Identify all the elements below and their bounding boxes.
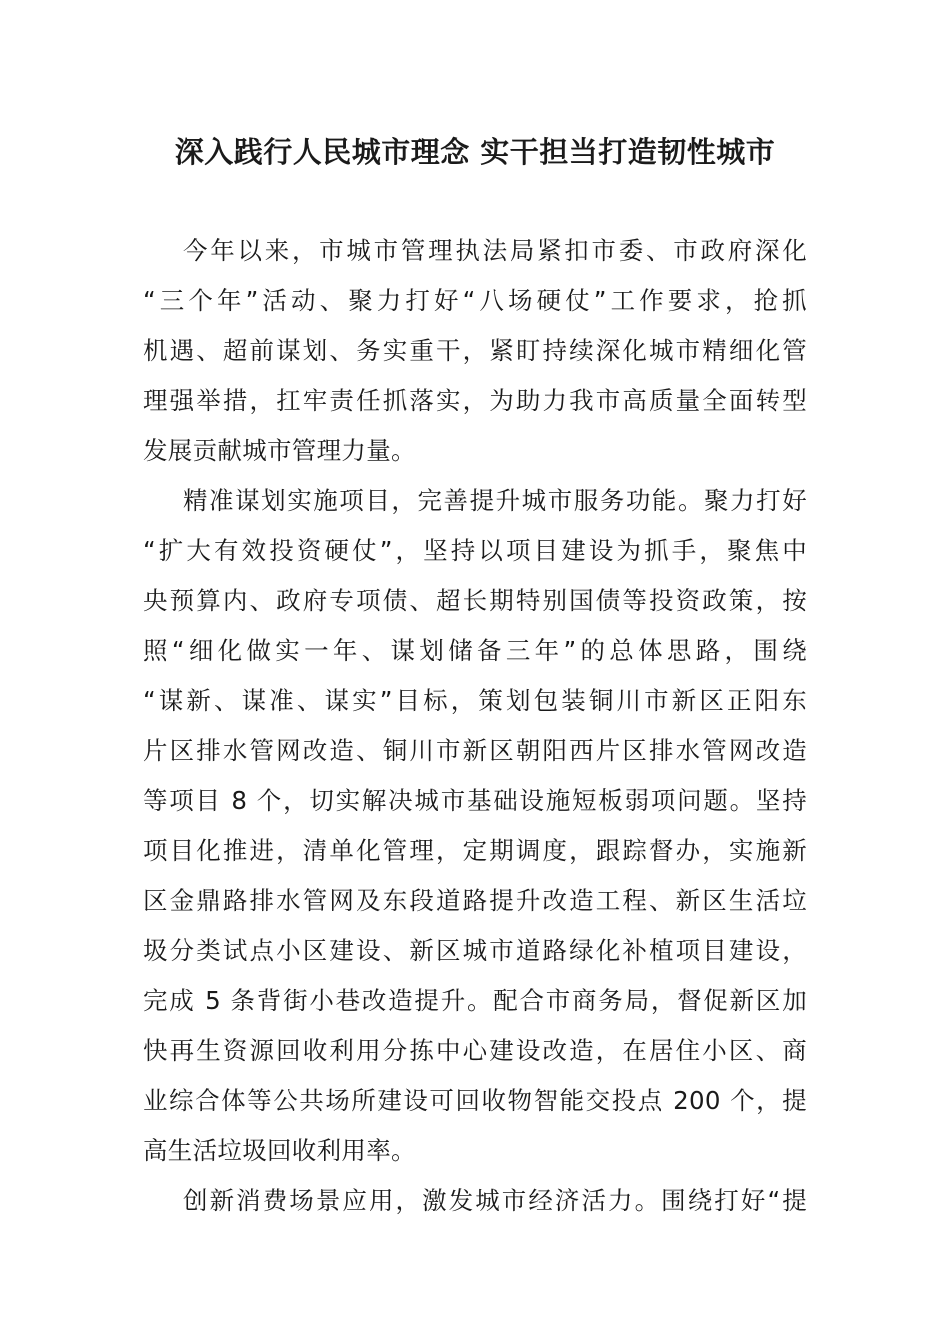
paragraph-1-line-3: 机遇、超前谋划、务实重干，紧盯持续深化城市精细化管 [143,336,807,365]
paragraph-2-line-12: 快再生资源回收利用分拣中心建设改造，在居住小区、商 [143,1036,807,1065]
paragraph-2-line-11: 完成 5 条背街小巷改造提升。配合市商务局，督促新区加 [143,986,807,1015]
paragraph-1-line-4: 理强举措，扛牢责任抓落实，为助力我市高质量全面转型 [143,386,807,415]
paragraph-2-line-13: 业综合体等公共场所建设可回收物智能交投点 200 个，提 [143,1086,807,1115]
paragraph-2-line-8: 项目化推进，清单化管理，定期调度，跟踪督办，实施新 [143,836,807,865]
paragraph-2-line-10: 圾分类试点小区建设、新区城市道路绿化补植项目建设， [143,936,807,965]
paragraph-2-line-7: 等项目 8 个，切实解决城市基础设施短板弱项问题。坚持 [143,786,807,815]
paragraph-2-line-14: 高生活垃圾回收利用率。 [143,1136,416,1165]
paragraph-1-line-5: 发展贡献城市管理力量。 [143,436,416,465]
paragraph-1-line-1: 今年以来，市城市管理执法局紧扣市委、市政府深化 [183,236,807,265]
paragraph-2-line-2: “扩大有效投资硬仗”，坚持以项目建设为抓手，聚焦中 [143,536,807,565]
paragraph-3-line-1: 创新消费场景应用，激发城市经济活力。围绕打好“提 [183,1186,807,1215]
paragraph-2-line-5: “谋新、谋准、谋实”目标，策划包装铜川市新区正阳东 [143,686,807,715]
paragraph-2-line-1: 精准谋划实施项目，完善提升城市服务功能。聚力打好 [183,486,807,515]
document-title: 深入践行人民城市理念 实干担当打造韧性城市 [174,135,776,169]
paragraph-1-line-2: “三个年”活动、聚力打好“八场硬仗”工作要求，抢抓 [143,286,807,315]
paragraph-2-line-6: 片区排水管网改造、铜川市新区朝阳西片区排水管网改造 [143,736,807,765]
paragraph-2-line-9: 区金鼎路排水管网及东段道路提升改造工程、新区生活垃 [143,886,807,915]
paragraph-2-line-3: 央预算内、政府专项债、超长期特别国债等投资政策，按 [143,586,807,615]
paragraph-2-line-4: 照“细化做实一年、谋划储备三年”的总体思路，围绕 [143,636,807,665]
document-body [143,226,807,1226]
